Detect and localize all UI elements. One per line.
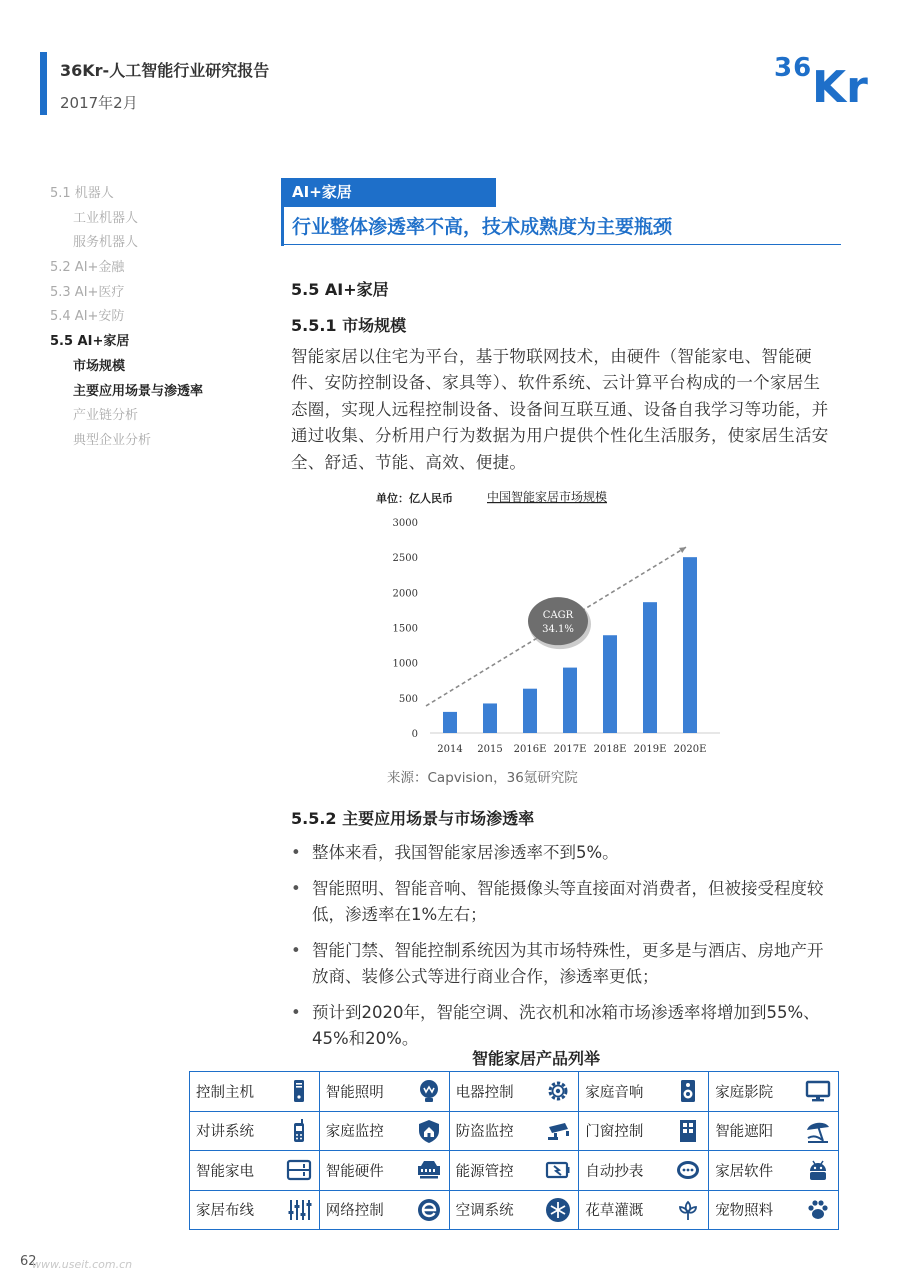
product-label: 自动抄表 (585, 1163, 644, 1180)
table-row (190, 1072, 839, 1112)
cagr-value: 34.1% (542, 624, 574, 636)
product-label: 家庭音响 (585, 1084, 644, 1101)
product-table-title: 智能家居产品列举 (471, 1049, 600, 1068)
bullet-text: 整体来看，我国智能家居渗透率不到5%。 (312, 843, 619, 862)
bullet-dot-icon: • (291, 879, 301, 898)
penetration-bullets (291, 840, 836, 1062)
watermark: www.useit.com.cn (32, 1258, 133, 1271)
section-rule-horizontal (281, 244, 841, 245)
toc-item[interactable]: 产业链分析 (73, 408, 139, 424)
product-label: 智能照明 (325, 1084, 384, 1101)
bar (683, 557, 697, 733)
bullet-item (291, 840, 836, 866)
36kr-logo (772, 48, 872, 106)
product-cell (579, 1151, 709, 1191)
bullet-dot-icon: • (291, 1003, 301, 1022)
toc-item[interactable]: 5.1 机器人 (50, 186, 114, 201)
product-label: 家居软件 (715, 1163, 774, 1180)
android-icon (804, 1156, 832, 1184)
product-label: 能源管控 (455, 1163, 514, 1180)
toc-item[interactable]: 服务机器人 (73, 235, 139, 251)
x-tick-label: 2017E (553, 744, 587, 755)
x-tick-label: 2020E (673, 744, 707, 755)
product-label: 智能家电 (196, 1163, 254, 1180)
toc-item[interactable]: 5.4 AI+安防 (50, 309, 125, 325)
product-table (189, 1071, 839, 1230)
product-label: 门窗控制 (585, 1124, 644, 1141)
product-label: 家庭监控 (325, 1124, 384, 1141)
product-cell (190, 1190, 320, 1230)
product-cell (319, 1111, 449, 1151)
toc-item[interactable]: 5.3 AI+医疗 (50, 284, 125, 300)
toc-item[interactable]: 5.2 AI+金融 (50, 260, 125, 276)
bar (483, 703, 497, 733)
product-cell (709, 1111, 839, 1151)
bullet-dot-icon: • (291, 941, 301, 960)
x-tick-label: 2016E (513, 744, 547, 755)
toc-item[interactable]: 工业机器人 (73, 210, 139, 226)
document-title: 36Kr-人工智能行业研究报告 (60, 61, 270, 80)
battery-icon (544, 1156, 572, 1184)
section-headline: 行业整体渗透率不高，技术成熟度为主要瓶颈 (292, 216, 673, 238)
toc-item[interactable]: 5.5 AI+家居 (50, 334, 130, 350)
bullet-item (291, 1000, 836, 1052)
heading-market-size: 5.5.1 市场规模 (291, 316, 407, 335)
chart-title: 中国智能家居市场规模 (487, 490, 608, 504)
table-row (190, 1151, 839, 1191)
product-label: 家居布线 (196, 1203, 254, 1220)
product-cell (190, 1072, 320, 1112)
product-cell (319, 1151, 449, 1191)
meter-icon (674, 1156, 702, 1184)
product-cell (449, 1072, 579, 1112)
product-cell (579, 1072, 709, 1112)
section-tag: AI+家居 (281, 178, 496, 207)
product-cell (709, 1072, 839, 1112)
product-label: 对讲系统 (196, 1124, 254, 1141)
y-tick-label: 2000 (392, 588, 418, 600)
product-label: 宠物照料 (715, 1203, 774, 1220)
x-tick-label: 2019E (633, 744, 667, 755)
trend-arrow-head-icon (679, 547, 686, 553)
market-size-chart (370, 484, 730, 764)
control-host-icon (285, 1077, 313, 1105)
product-cell (709, 1190, 839, 1230)
y-tick-label: 1000 (392, 658, 418, 670)
gear-icon (544, 1077, 572, 1105)
bullet-text: 智能照明、智能音响、智能摄像头等直接面对消费者，但被接受程度较低，渗透率在1%左右； (312, 879, 824, 924)
y-tick-label: 2500 (392, 553, 418, 565)
bulb-icon (415, 1077, 443, 1105)
product-cell (190, 1151, 320, 1191)
y-tick-label: 0 (411, 729, 418, 740)
product-label: 空调系统 (455, 1203, 514, 1220)
bar (643, 602, 657, 733)
paw-icon (804, 1196, 832, 1224)
product-label: 电器控制 (455, 1084, 514, 1101)
fridge-icon (285, 1156, 313, 1184)
product-label: 智能硬件 (325, 1163, 384, 1180)
y-tick-label: 1500 (392, 623, 418, 635)
bullet-text: 预计到2020年，智能空调、洗衣机和冰箱市场渗透率将增加到55%、45%和20%。 (312, 1003, 820, 1048)
y-tick-label: 500 (398, 693, 418, 705)
product-cell (579, 1111, 709, 1151)
cagr-label: CAGR (542, 610, 574, 622)
bullet-item (291, 876, 836, 928)
heading-scenes-penetration: 5.5.2 主要应用场景与市场渗透率 (291, 809, 535, 828)
home-shield-icon (415, 1117, 443, 1145)
cctv-camera-icon (544, 1117, 572, 1145)
product-label: 家庭影院 (715, 1084, 774, 1101)
umbrella-icon (804, 1117, 832, 1145)
hardware-icon (415, 1156, 443, 1184)
toc-item[interactable]: 主要应用场景与渗透率 (73, 383, 204, 399)
product-label: 网络控制 (325, 1203, 384, 1220)
product-label: 防盗监控 (455, 1124, 514, 1141)
door-icon (674, 1117, 702, 1145)
x-tick-label: 2014 (437, 744, 463, 755)
product-cell (449, 1151, 579, 1191)
flower-icon (674, 1196, 702, 1224)
header-accent-bar (40, 52, 47, 115)
product-cell (190, 1111, 320, 1151)
toc-item[interactable]: 市场规模 (73, 358, 126, 374)
chart-source: 来源：Capvision，36氪研究院 (387, 770, 578, 786)
table-row (190, 1190, 839, 1230)
bar (603, 635, 617, 733)
toc-item[interactable]: 典型企业分析 (73, 432, 152, 448)
heading-ai-home: 5.5 AI+家居 (291, 280, 389, 299)
x-tick-label: 2018E (593, 744, 627, 755)
product-cell (319, 1190, 449, 1230)
chart-unit-label: 单位：亿人民币 (376, 492, 453, 505)
product-label: 控制主机 (196, 1084, 254, 1101)
svg-text:36: 36 (774, 53, 813, 83)
bar (443, 712, 457, 733)
product-label: 花草灌溉 (585, 1203, 644, 1220)
x-tick-label: 2015 (477, 744, 503, 755)
table-row (190, 1111, 839, 1151)
speaker-icon (674, 1077, 702, 1105)
intercom-icon (285, 1117, 313, 1145)
bullet-dot-icon: • (291, 843, 301, 862)
page-number: 62 (20, 1254, 37, 1269)
browser-icon (415, 1196, 443, 1224)
bar (523, 689, 537, 733)
wiring-icon (285, 1196, 313, 1224)
bullet-text: 智能门禁、智能控制系统因为其市场特殊性，更多是与酒店、房地产开放商、装修公式等进行商业合作，渗透率更低； (312, 941, 824, 986)
bar (563, 668, 577, 733)
product-cell (449, 1111, 579, 1151)
product-cell (579, 1190, 709, 1230)
intro-paragraph: 智能家居以住宅为平台，基于物联网技术，由硬件（智能家电、智能硬件、安防控制设备、家具等）、软件系统、云计算平台构成的一个家居生态圈，实现人远程控制设备、设备间互联互通、设备自我学习等功能，并通过收集、分析用户行为数据为用户提供个性化生活服务，使家居生活安全、舒适、节能、高效、便捷。 (291, 347, 829, 472)
product-label: 智能遮阳 (715, 1124, 774, 1141)
monitor-icon (804, 1077, 832, 1105)
document-date: 2017年2月 (60, 94, 138, 112)
table-of-contents (50, 182, 250, 454)
product-cell (449, 1190, 579, 1230)
y-tick-label: 3000 (392, 518, 418, 529)
svg-text:Kr: Kr (812, 62, 868, 106)
product-cell (709, 1151, 839, 1191)
bullet-item (291, 938, 836, 990)
snowflake-icon (544, 1196, 572, 1224)
product-cell (319, 1072, 449, 1112)
